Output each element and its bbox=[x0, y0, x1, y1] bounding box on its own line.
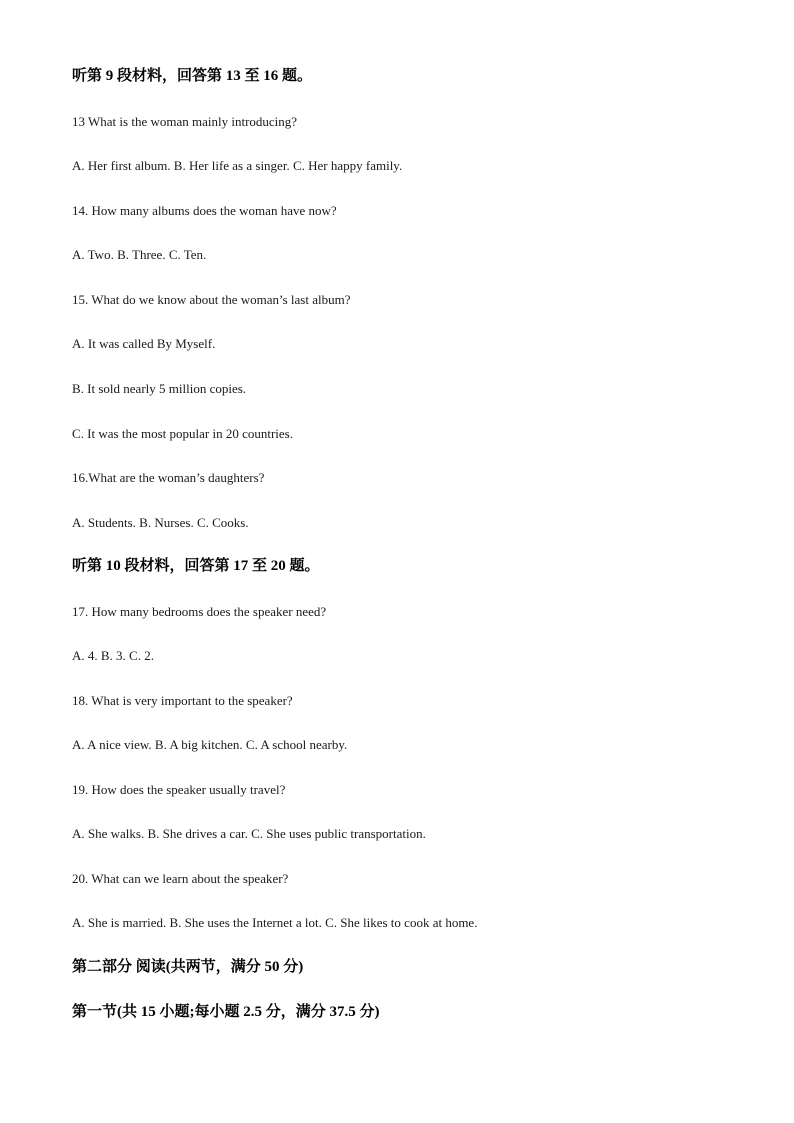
question-13: 13 What is the woman mainly introducing? bbox=[72, 114, 298, 129]
question-15: 15. What do we know about the woman’s last album? bbox=[72, 292, 351, 307]
section-10-heading: 听第 10 段材料，回答第 17 至 20 题。 bbox=[72, 558, 320, 574]
question-14-options: A. Two. B. Three. C. Ten. bbox=[72, 247, 207, 262]
question-16: 16.What are the woman’s daughters? bbox=[72, 470, 265, 485]
question-19: 19. How does the speaker usually travel? bbox=[72, 782, 286, 797]
question-15-option-a: A. It was called By Myself. bbox=[72, 336, 216, 351]
question-15-option-b: B. It sold nearly 5 million copies. bbox=[72, 381, 247, 396]
question-20-options: A. She is married. B. She uses the Internet a lot. C. She likes to cook at home. bbox=[72, 915, 478, 930]
question-13-options: A. Her first album. B. Her life as a singer. C. Her happy family. bbox=[72, 158, 403, 173]
question-18-options: A. A nice view. B. A big kitchen. C. A school nearby. bbox=[72, 737, 348, 752]
question-16-options: A. Students. B. Nurses. C. Cooks. bbox=[72, 515, 249, 530]
question-17-options: A. 4. B. 3. C. 2. bbox=[72, 648, 154, 663]
part-two-heading: 第二部分 阅读(共两节，满分 50 分) bbox=[72, 959, 304, 975]
question-19-options: A. She walks. B. She drives a car. C. She uses public transportation. bbox=[72, 826, 426, 841]
question-15-option-c: C. It was the most popular in 20 countries. bbox=[72, 426, 293, 441]
part-two-section-one-heading: 第一节(共 15 小题;每小题 2.5 分，满分 37.5 分) bbox=[72, 1004, 380, 1020]
question-18: 18. What is very important to the speaker? bbox=[72, 693, 293, 708]
section-9-heading: 听第 9 段材料，回答第 13 至 16 题。 bbox=[72, 68, 313, 84]
question-20: 20. What can we learn about the speaker? bbox=[72, 871, 289, 886]
question-17: 17. How many bedrooms does the speaker need? bbox=[72, 604, 327, 619]
question-14: 14. How many albums does the woman have now? bbox=[72, 203, 337, 218]
